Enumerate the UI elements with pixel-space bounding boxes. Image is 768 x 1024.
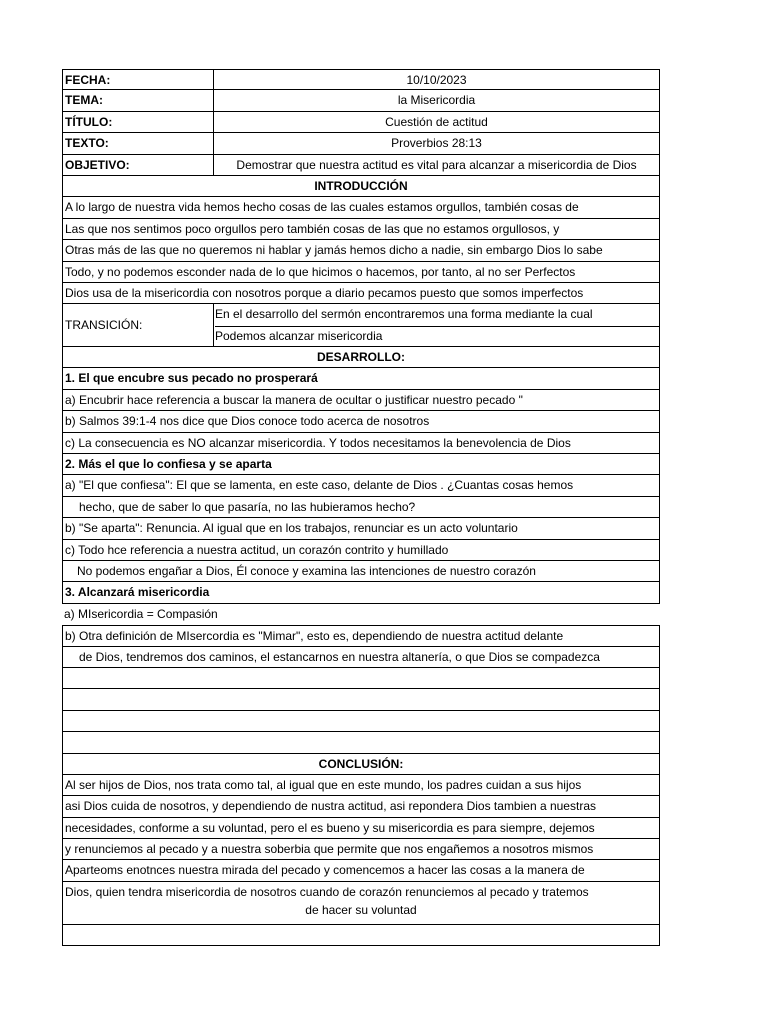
point-2-title: 2. Más el que lo confiesa y se aparta [65,457,272,472]
point-1b-row [62,411,660,432]
intro-line-text: Dios usa de la misericordia con nosotros porque a diario pecamos puesto que somos imperfectos [65,285,584,300]
objetivo-value: Demostrar que nuestra actitud es vital para alcanzar a misericordia de Dios [236,157,637,172]
point-1a-row [62,390,660,411]
point-3a-text: a) MIsericordia = Compasión [64,606,218,621]
conclusion-line [62,775,660,796]
point-3b-cont-row [62,647,660,668]
empty-row [62,732,660,753]
transicion-row [62,304,660,347]
texto-label: TEXTO: [65,136,109,151]
titulo-row [62,112,660,133]
conclusion-line [62,839,660,860]
desarrollo-heading: DESARROLLO: [317,350,405,365]
sermon-outline-sheet [62,69,660,946]
intro-line [62,283,660,304]
conclusion-heading-row [62,754,660,775]
conclusion-line [62,860,660,881]
empty-row [62,668,660,689]
fecha-value: 10/10/2023 [406,73,467,87]
introduccion-heading-row [62,176,660,197]
conclusion-line-text: asi Dios cuida de nosotros, y dependiendo de nustra actitud, asi repondera Dios tambien a nuestras [65,799,596,814]
conclusion-line [62,796,660,817]
texto-value: Proverbios 28:13 [391,136,482,151]
conclusion-line-text: necesidades, conforme a su voluntad, pero el es bueno y su misericordia es para siempre, dejemos [65,820,595,835]
intro-line [62,262,660,283]
intro-line [62,219,660,240]
objetivo-row [62,155,660,176]
intro-line [62,240,660,261]
fecha-row [62,69,660,90]
intro-line-text: Otras más de las que no queremos ni hablar y jamás hemos dicho a nadie, sin embargo Dios lo sabe [65,243,603,258]
point-2a-cont-row [62,497,660,518]
point-3b-text: b) Otra definición de MIsercordia es "Mimar", esto es, dependiendo de nuestra actitud delante [65,629,564,644]
conclusion-line-text: Dios, quien tendra misericordia de nosotros cuando de corazón renunciemos al pecado y tratemos [65,884,589,899]
fecha-label: FECHA: [65,73,111,87]
desarrollo-heading-row [62,347,660,368]
point-2a-text: a) "El que confiesa": El que se lamenta, en este caso, delante de Dios . ¿Cuantas cosas hemos [65,478,574,493]
point-3b-row [62,625,660,646]
point-3-title: 3. Alcanzará misericordia [65,585,210,600]
conclusion-line-text: y renunciemos al pecado y a nuestra soberbia que permite que nos engañemos a nosotros mismos [65,842,594,857]
conclusion-line-text: Aparteoms enotnces nuestra mirada del pecado y comencemos a hacer las cosas a la manera de [65,863,585,878]
transicion-label: TRANSICIÓN: [65,318,143,333]
conclusion-last-row [62,903,660,924]
transicion-line-2: Podemos alcanzar misericordia [215,328,383,343]
intro-line-text: Las que nos sentimos poco orgullos pero también cosas de las que no estamos orgullosos, y [65,221,560,236]
objetivo-label: OBJETIVO: [65,157,130,172]
point-2c-cont-text: No podemos engañar a Dios, Él conoce y examina las intenciones de nuestro corazón [77,564,536,578]
titulo-value: Cuestión de actitud [385,114,488,129]
point-3b-cont-text: de Dios, tendremos dos caminos, el estancarnos en nuestra altanería, o que Dios se compadezca [79,649,600,664]
point-3-title-row [62,582,660,603]
point-1c-row [62,433,660,454]
point-3a-row [62,604,660,625]
intro-line [62,197,660,218]
point-2a-row [62,475,660,496]
titulo-label: TÍTULO: [65,114,113,129]
point-2c-text: c) Todo hce referencia a nuestra actitud, un corazón contrito y humillado [65,542,449,557]
conclusion-last-text: de hacer su voluntad [305,903,417,918]
point-1a-text: a) Encubrir hace referencia a buscar la manera de ocultar o justificar nuestro pecado " [65,392,523,407]
conclusion-line [62,818,660,839]
point-2-title-row [62,454,660,475]
point-2b-text: b) "Se aparta": Renuncia. Al igual que en los trabajos, renunciar es un acto voluntario [65,521,518,536]
point-1c-text: c) La consecuencia es NO alcanzar misericordia. Y todos necesitamos la benevolencia de Dios [65,435,571,450]
tema-value: la Misericordia [397,93,476,108]
introduccion-heading: INTRODUCCIÓN [314,178,408,193]
point-1-title: 1. El que encubre sus pecado no prosperará [65,371,318,386]
empty-row [62,689,660,710]
point-2a-cont-text: hecho, que de saber lo que pasaría, no las hubieramos hecho? [79,499,416,514]
intro-line-text: Todo, y no podemos esconder nada de lo que hicimos o hacemos, por tanto, al no ser Perfectos [65,264,576,279]
tema-row [62,90,660,111]
conclusion-line-text: Al ser hijos de Dios, nos trata como tal, al igual que en este mundo, los padres cuidan a sus hijos [65,777,582,792]
texto-row [62,133,660,154]
conclusion-heading: CONCLUSIÓN: [318,756,404,771]
point-2b-row [62,518,660,539]
tema-label: TEMA: [65,93,103,108]
point-1-title-row [62,368,660,389]
empty-row [62,925,660,946]
intro-line-text: A lo largo de nuestra vida hemos hecho cosas de las cuales estamos orgullos, también cosas de [65,200,579,215]
point-2c-cont-row [62,561,660,582]
point-2c-row [62,540,660,561]
point-1b-text: b) Salmos 39:1-4 nos dice que Dios conoce todo acerca de nosotros [65,414,430,429]
empty-row [62,711,660,732]
transicion-line-1: En el desarrollo del sermón encontraremos una forma mediante la cual [215,304,659,326]
conclusion-line [62,882,660,903]
